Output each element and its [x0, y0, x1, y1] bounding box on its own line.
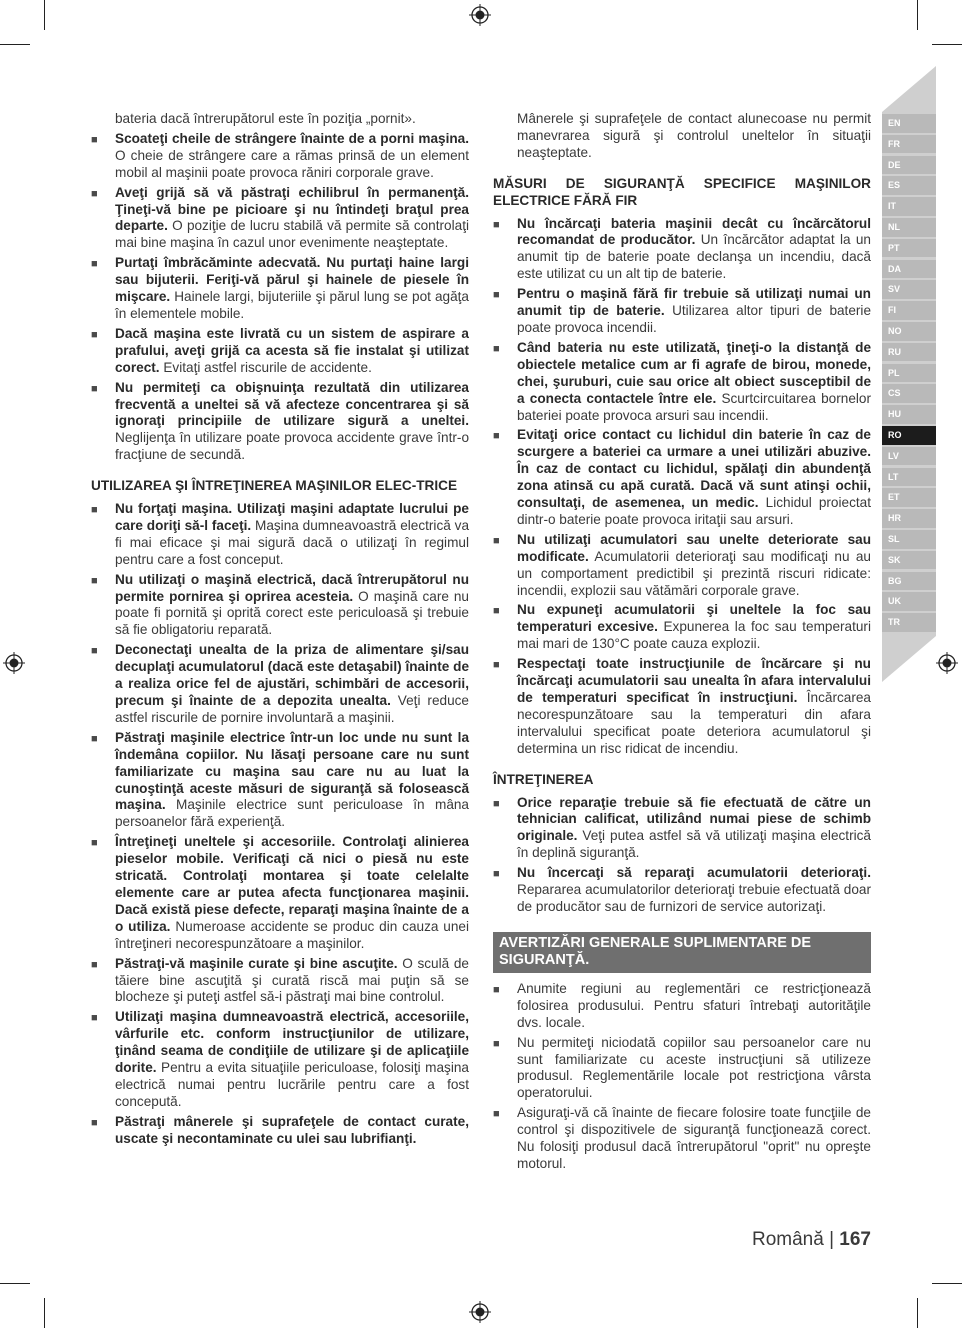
item-text: Acumulatorii deterioraţi sau modificaţi nu au un comportament predictibil şi prezintă riscuri ridicate: incendii, explozii sau vătămări corporale grave.: [517, 548, 871, 598]
item-bold-text: Nu expuneţi acumulatorii şi uneltele la foc sau temperaturi excesive.: [517, 602, 871, 635]
bullet-icon: ■: [493, 1108, 500, 1121]
bullet-icon: ■: [493, 868, 500, 881]
item-text: Pentru a evita situaţiile periculoase, folosiţi maşina electrică numai pentru lucrările pentru care a fost concepută.: [115, 1060, 469, 1109]
bullet-icon: ■: [91, 645, 98, 658]
list-item: [91, 131, 469, 182]
item-text: O poziţie de lucru stabilă vă permite să controlaţi mai bine maşina în cazul unor evenimente neaşteptate.: [115, 218, 469, 251]
item-bold-text: Nu încercaţi să reparaţi acumulatorii deterioraţi.: [517, 865, 871, 881]
item-text: Un încărcător adaptat la un anumit tip de baterie poate declanşa un incendiu, dacă este utilizat cu un alt tip de baterie.: [517, 232, 871, 282]
item-bold-text: Când bateria nu este utilizată, ţineţi-o la distanţă de obiectele metalice cum ar fi agrafe de birou, monede, chei, şuruburi, cuie sau orice alt obiect susceptibil de a conecta contactele între ele.: [517, 339, 871, 406]
item-text: Maşinile electrice sunt periculoase în mâna persoanelor fără experienţă.: [115, 797, 469, 830]
language-tab-de[interactable]: DE: [882, 156, 936, 175]
language-tab-nl[interactable]: NL: [882, 218, 936, 237]
bullet-icon: ■: [91, 958, 98, 971]
list-item: [91, 956, 469, 1007]
language-tab-it[interactable]: IT: [882, 197, 936, 216]
page-number: 167: [839, 1229, 871, 1250]
item-text: Maşina dumneavoastră electrică va fi mai eficace şi mai sigură dacă o utilizaţi în regimul pentru care a fost conceput.: [115, 517, 470, 567]
list-item: [493, 981, 871, 1032]
safety-list: [91, 501, 469, 1148]
list-item: [91, 380, 469, 465]
bullet-icon: ■: [91, 328, 98, 341]
left-column: [91, 111, 469, 1151]
bullet-icon: ■: [91, 258, 98, 271]
bullet-icon: ■: [91, 133, 98, 146]
language-tab-ro[interactable]: RO: [882, 426, 936, 445]
language-tab-bg[interactable]: BG: [882, 572, 936, 591]
right-column: [493, 111, 871, 1176]
item-text: Hainele largi, bijuteriile şi părul lung se pot agăţa în elementele mobile.: [115, 289, 469, 321]
list-item: [493, 532, 871, 600]
crop-mark: [0, 44, 30, 45]
item-text: Numeroase accidente se produc din cauza unei întreţineri necorespunzătoare a maşinilor.: [115, 918, 470, 951]
list-item: [493, 602, 871, 653]
continuation-text: Mânerele şi suprafeţele de contact alunecoase nu permit manevrarea sigură şi controlul uneltelor în situaţii neaşteptate.: [517, 111, 871, 160]
item-text: Încărcarea necorespunzătoare sau la temperaturi din afara intervalului specificat poate deteriora acumulatorul şi determina un risc ridicat de incendiu.: [517, 690, 871, 756]
list-item: [493, 1035, 871, 1103]
item-text: Scurtcircuitarea bornelor bateriei poate provoca arsuri sau incendii.: [517, 390, 871, 423]
list-item: [91, 730, 469, 831]
item-text: Anumite regiuni au reglementări ce restricţionează folosirea produsului. Pentru sfaturi întrebaţi autorităţile dvs. locale.: [517, 980, 871, 1030]
item-bold-text: Păstraţi maşinile electrice într-un loc unde nu sunt la îndemâna copiilor. Nu lăsaţi persoane care nu sunt familiarizate cu maşina sau care nu au luat la cunoştinţă aceste măsuri de siguranţă să folosească maşina.: [115, 729, 469, 813]
list-item: [91, 642, 469, 727]
bullet-icon: ■: [91, 837, 98, 850]
list-item: [493, 865, 871, 916]
safety-list: [493, 981, 871, 1173]
list-item: [493, 656, 871, 757]
list-item: [91, 255, 469, 323]
item-text: Neglijenţa în utilizare poate provoca accidente grave într-o fracţiune de secundă.: [115, 430, 469, 463]
bullet-icon: ■: [493, 797, 500, 810]
page-footer: [752, 1229, 871, 1251]
registration-mark-icon: [469, 1301, 491, 1323]
list-item: [91, 185, 469, 253]
footer-language: Română: [751, 1229, 824, 1250]
item-bold-text: Întreţineţi uneltele şi accesoriile. Controlaţi alinierea pieselor mobile. Verificaţi că nici o piesă nu este stricată. Controlaţi montarea şi toate celelalte elemente care ar putea afecta funcţionarea maşinii. Dacă există piese defecte, reparaţi maşina înainte de a o utiliza.: [115, 834, 469, 934]
list-item: [493, 795, 871, 863]
bullet-icon: ■: [493, 430, 500, 443]
item-text: O maşină care nu poate fi pornită şi oprită corect este periculoasă şi trebuie să fie obligatoriu reparată.: [115, 588, 469, 638]
crop-mark: [932, 1283, 962, 1284]
list-item: [493, 216, 871, 284]
item-bold-text: Nu utilizaţi acumulatori sau unelte deteriorate sau modificate.: [517, 531, 871, 564]
safety-list: [493, 216, 871, 758]
bullet-icon: ■: [91, 574, 98, 587]
registration-mark-icon: [3, 652, 25, 674]
item-bold-text: Respectaţi toate instrucţiunile de încărcare şi nu încărcaţi acumulatorii sau unealta în afara intervalului de temperaturi specificat în instrucţiuni.: [517, 656, 871, 705]
language-tab-no[interactable]: NO: [882, 322, 936, 341]
crop-mark: [917, 0, 918, 30]
item-bold-text: Scoateţi cheile de strângere înainte de a porni maşina.: [115, 130, 469, 146]
item-bold-text: Nu utilizaţi o maşină electrică, dacă întrerupătorul nu permite pornirea şi oprirea acesteia.: [115, 571, 469, 604]
bullet-icon: ■: [493, 342, 500, 355]
bullet-icon: ■: [493, 289, 500, 302]
item-bold-text: Pentru o maşină fără fir trebuie să utilizaţi numai un anumit tip de baterie.: [517, 286, 871, 319]
list-item: [493, 340, 871, 425]
footer-separator: |: [829, 1229, 835, 1250]
safety-list: [91, 131, 469, 464]
item-text: Expunerea la foc sau temperaturi mai mari de 130°C poate cauza explozii.: [517, 619, 871, 652]
language-tab-tr[interactable]: TR: [882, 613, 936, 632]
list-item: [91, 326, 469, 377]
item-text: Lichidul proiectat dintr-o baterie poate provoca iritaţii sau arsuri.: [517, 495, 871, 527]
bullet-icon: ■: [91, 1116, 98, 1129]
bullet-icon: ■: [493, 534, 500, 547]
language-tab-sk[interactable]: SK: [882, 551, 936, 570]
registration-mark-icon: [936, 652, 958, 674]
language-tab-cs[interactable]: CS: [882, 384, 936, 403]
section-banner: AVERTIZĂRI GENERALE SUPLIMENTARE DE SIGURANŢĂ.: [493, 932, 871, 973]
section-heading: ÎNTREŢINEREA: [493, 771, 594, 787]
intro-text: bateria dacă întrerupătorul este în poziţia „pornit».: [115, 111, 416, 126]
item-text: O cheie de strângere care a rămas prinsă de un element mobil al maşinii poate provoca răniri corporale grave.: [115, 147, 469, 180]
language-tab-lt[interactable]: LT: [882, 468, 936, 487]
item-bold-text: Aveţi grijă să vă păstraţi echilibrul în permanenţă. Ţineţi-vă bine pe picioare şi nu întindeţi braţul prea departe.: [115, 184, 469, 234]
list-item: [91, 834, 469, 952]
language-tab-uk[interactable]: UK: [882, 592, 936, 611]
item-bold-text: Păstraţi mânerele şi suprafeţele de contact curate, uscate şi necontaminate cu ulei sau lubrifianţi.: [115, 1113, 469, 1146]
bullet-icon: ■: [493, 218, 500, 231]
bullet-icon: ■: [91, 382, 98, 395]
language-tab-es[interactable]: ES: [882, 176, 936, 195]
crop-mark: [0, 1283, 30, 1284]
crop-mark: [932, 44, 962, 45]
bullet-icon: ■: [493, 659, 500, 672]
crop-mark: [917, 1298, 918, 1328]
item-bold-text: Dacă maşina este livrată cu un sistem de aspirare a prafului, aveţi grijă ca acesta să fie instalat şi utilizat corect.: [115, 325, 469, 375]
bullet-icon: ■: [91, 1012, 98, 1025]
item-bold-text: Deconectaţi unealta de la priza de alimentare şi/sau decuplaţi acumulatorul (dacă este detaşabil) înainte de a realiza orice fel de ajustări, schimbări de accesorii, precum şi înainte de a depozita unealta.: [115, 642, 469, 708]
item-bold-text: Evitaţi orice contact cu lichidul din baterie în caz de scurgere a bateriei ca urmare a unei utilizări abuzive. În caz de contact cu lichidul, spălaţi din abundenţă zona atinsă cu apă curată. Dacă vă sunt atinşi ochii, consultaţi, de asemenea, un medic.: [517, 427, 871, 511]
item-bold-text: Păstraţi-vă maşinile curate şi bine ascuţite.: [115, 955, 398, 971]
language-tab-ru[interactable]: RU: [882, 343, 936, 362]
list-item: [91, 572, 469, 640]
item-bold-text: Purtaţi îmbrăcăminte adecvată. Nu purtaţi haine largi sau bijuterii. Feriţi-vă părul şi hainele de piesele în mişcare.: [115, 255, 469, 305]
language-tab-fi[interactable]: FI: [882, 301, 936, 320]
language-tab-pl[interactable]: PL: [882, 364, 936, 383]
language-tab-et[interactable]: ET: [882, 488, 936, 507]
crop-mark: [44, 0, 45, 30]
item-bold-text: Nu încărcaţi bateria maşinii decât cu încărcătorul recomandat de producător.: [517, 215, 871, 248]
list-item: [493, 286, 871, 337]
language-tab-en[interactable]: EN: [882, 114, 936, 133]
safety-list: [493, 795, 871, 916]
item-text: Veţi putea astfel să vă utilizaţi maşina electrică în deplină siguranţă.: [517, 828, 871, 861]
section-heading: UTILIZAREA ŞI ÎNTREŢINEREA MAŞINILOR ELEC-TRICE: [91, 478, 458, 494]
language-tab-fr[interactable]: FR: [882, 135, 936, 154]
registration-mark-icon: [469, 4, 491, 26]
item-text: Utilizarea altor tipuri de baterie poate provoca incendii.: [517, 303, 872, 335]
bullet-icon: ■: [493, 983, 500, 996]
list-item: [91, 1009, 469, 1110]
item-text: Repararea acumulatorilor deterioraţi trebuie efectuată doar de producător sau de furnizori de service autorizaţi.: [517, 882, 871, 914]
crop-mark: [44, 1298, 45, 1328]
item-text: Evitaţi astfel riscurile de accidente.: [159, 359, 372, 375]
language-tab-sl[interactable]: SL: [882, 530, 936, 549]
language-tab-pt[interactable]: PT: [882, 239, 936, 258]
section-heading: MĂSURI DE SIGURANŢĂ SPECIFICE MAŞINILOR ELECTRICE FĂRĂ FIR: [493, 175, 871, 208]
bullet-icon: ■: [91, 732, 98, 745]
item-text: Nu permiteţi niciodată copiilor sau persoanelor care nu sunt familiarizate cu aceste instrucţiuni să utilizeze produsul. Reglementările locale pot restricţiona vârsta operatorului.: [517, 1034, 871, 1101]
item-text: Veţi reduce astfel riscurile de pornire involuntară a maşinii.: [115, 693, 469, 725]
bullet-icon: ■: [493, 605, 500, 618]
bullet-icon: ■: [91, 504, 98, 517]
item-text: O sculă de tăiere bine ascuţită şi curată riscă mai puţin să se blocheze şi puteţi astfel să-i păstraţi mai bine controlul.: [115, 955, 469, 1005]
item-bold-text: Orice reparaţie trebuie să fie efectuată de către un tehnician calificat, utilizând numai piese de schimb originale.: [517, 794, 871, 844]
item-bold-text: Nu forţaţi maşina. Utilizaţi maşini adaptate lucrului pe care doriţi să-l faceţi.: [115, 501, 469, 533]
item-bold-text: Utilizaţi maşina dumneavoastră electrică, accesoriile, vârfurile etc. conform instrucţiunilor de utilizare, ţinând seama de condiţiile de utilizare şi de aplicaţiile dorite.: [115, 1009, 469, 1076]
language-tab-hr[interactable]: HR: [882, 509, 936, 528]
list-item: [493, 427, 871, 528]
language-tab-hu[interactable]: HU: [882, 405, 936, 424]
language-tab-lv[interactable]: LV: [882, 447, 936, 466]
bullet-icon: ■: [91, 187, 98, 200]
list-item: [91, 1114, 469, 1148]
bullet-icon: ■: [493, 1037, 500, 1050]
item-text: Asiguraţi-vă că înainte de fiecare folosire toate funcţiile de control şi dispozitivele de siguranţă funcţionează corect. Nu folosiţi produsul dacă întrerupătorul "oprit" nu opreşte motorul.: [517, 1105, 871, 1171]
list-item: [493, 1105, 871, 1173]
language-tab-sv[interactable]: SV: [882, 280, 936, 299]
list-item: [91, 501, 469, 569]
item-bold-text: Nu permiteţi ca obişnuinţa rezultată din utilizarea frecventă a uneltei să vă afecteze concentrarea şi să ignoraţi principiile de utilizare sigură a uneltei.: [115, 379, 469, 429]
language-tab-da[interactable]: DA: [882, 260, 936, 279]
